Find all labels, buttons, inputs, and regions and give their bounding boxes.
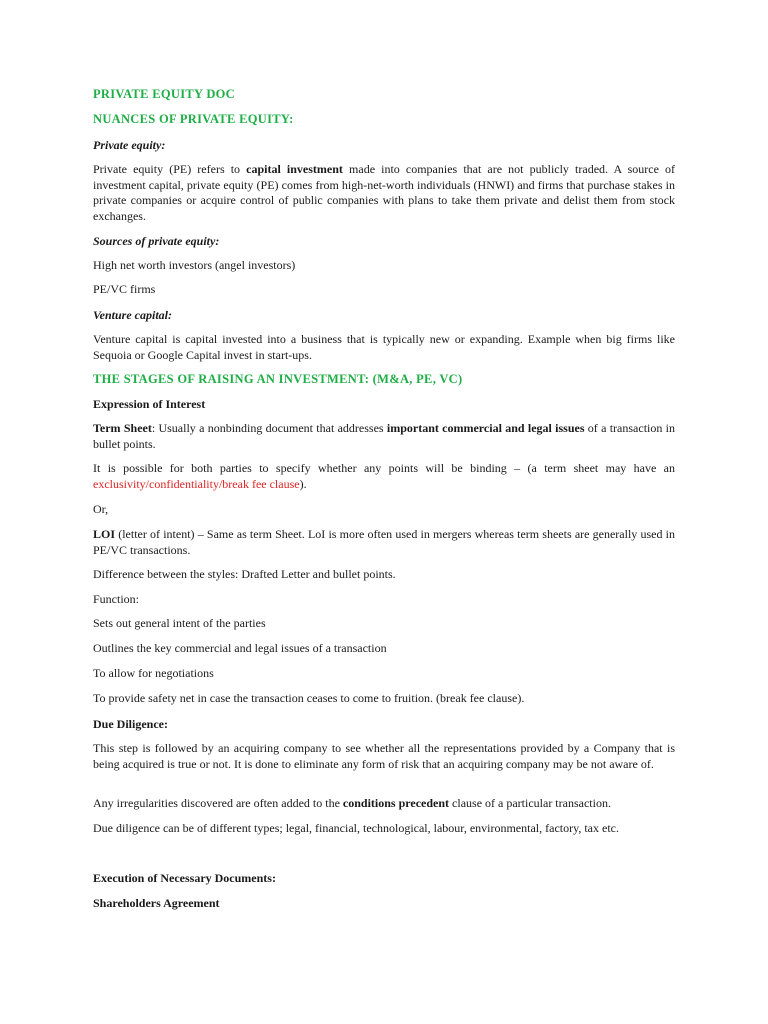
paragraph-irregularities bbox=[93, 796, 675, 812]
label-function: Function: bbox=[93, 592, 140, 606]
function-item-negotiations: To allow for negotiations bbox=[93, 666, 214, 680]
label-shareholders-agreement: Shareholders Agreement bbox=[93, 896, 220, 910]
source-item-pevc: PE/VC firms bbox=[93, 282, 156, 296]
binding-clause-red: exclusivity/confidentiality/break fee clause bbox=[93, 476, 300, 491]
irregular-bold-conditions: conditions precedent bbox=[342, 796, 450, 810]
term-sheet-text-pre: : Usually a nonbinding document that addresses bbox=[151, 421, 387, 435]
function-item-outline: Outlines the key commercial and legal issues of a transaction bbox=[93, 641, 387, 655]
term-sheet-label: Term Sheet bbox=[93, 421, 152, 435]
label-sources: Sources of private equity: bbox=[93, 234, 220, 248]
paragraph-private-equity bbox=[93, 162, 675, 224]
heading-nuances: NUANCES OF PRIVATE EQUITY: bbox=[93, 112, 294, 126]
source-item-angel: High net worth investors (angel investors) bbox=[93, 258, 296, 272]
doc-title: PRIVATE EQUITY DOC bbox=[93, 87, 235, 101]
term-sheet-bold-issues: important commercial and legal issues bbox=[386, 421, 585, 435]
paragraph-venture-capital: Venture capital is capital invested into a business that is typically new or expanding. Example when big firms like Sequoia or Google Capital invest in start-ups. bbox=[93, 332, 675, 362]
loi-label: LOI bbox=[93, 527, 116, 541]
paragraph-term-sheet bbox=[93, 421, 675, 452]
heading-stages: THE STAGES OF RAISING AN INVESTMENT: (M&A, PE, VC) bbox=[93, 372, 463, 386]
term-sheet-text-post: of a transaction in bullet points. bbox=[93, 421, 675, 451]
text-or: Or, bbox=[93, 502, 109, 516]
function-item-intent: Sets out general intent of the parties bbox=[93, 616, 266, 630]
label-execution-documents: Execution of Necessary Documents: bbox=[93, 871, 276, 885]
pe-text-bold: capital investment bbox=[246, 162, 343, 176]
paragraph-loi bbox=[93, 527, 675, 558]
label-venture-capital: Venture capital: bbox=[93, 308, 173, 322]
function-item-safety-net: To provide safety net in case the transaction ceases to come to fruition. (break fee clause). bbox=[93, 691, 525, 705]
text-difference: Difference between the styles: Drafted Letter and bullet points. bbox=[93, 567, 396, 581]
irregular-text-post: clause of a particular transaction. bbox=[449, 796, 611, 810]
label-private-equity: Private equity: bbox=[93, 138, 166, 152]
pe-text-pre: Private equity (PE) refers to bbox=[93, 162, 247, 176]
paragraph-due-diligence: This step is followed by an acquiring company to see whether all the representations provided by a Company that is being acquired is true or not. It is done to eliminate any form of risk that an acquiring company may be not aware of. bbox=[93, 741, 675, 771]
label-expression-of-interest: Expression of Interest bbox=[93, 397, 206, 411]
paragraph-binding bbox=[93, 461, 675, 492]
pe-text-post: made into companies that are not publicly traded. A source of investment capital, private equity (PE) comes from high-net-worth individuals (HNWI) and firms that purchase stakes in private companies or acquire control of public companies with plans to take them private and delist them from stock exchanges. bbox=[93, 162, 675, 223]
paragraph-dd-types: Due diligence can be of different types; legal, financial, technological, labour, environmental, factory, tax etc. bbox=[93, 821, 619, 835]
irregular-text-pre: Any irregularities discovered are often added to the bbox=[93, 796, 343, 810]
binding-text-post: ). bbox=[299, 476, 307, 491]
label-due-diligence: Due Diligence: bbox=[93, 717, 168, 731]
loi-text: (letter of intent) – Same as term Sheet. LoI is more often used in mergers whereas term sheets are generally used in PE/VC transactions. bbox=[93, 527, 675, 557]
binding-text-pre: It is possible for both parties to specify whether any points will be binding – (a term sheet may have an bbox=[93, 461, 675, 475]
